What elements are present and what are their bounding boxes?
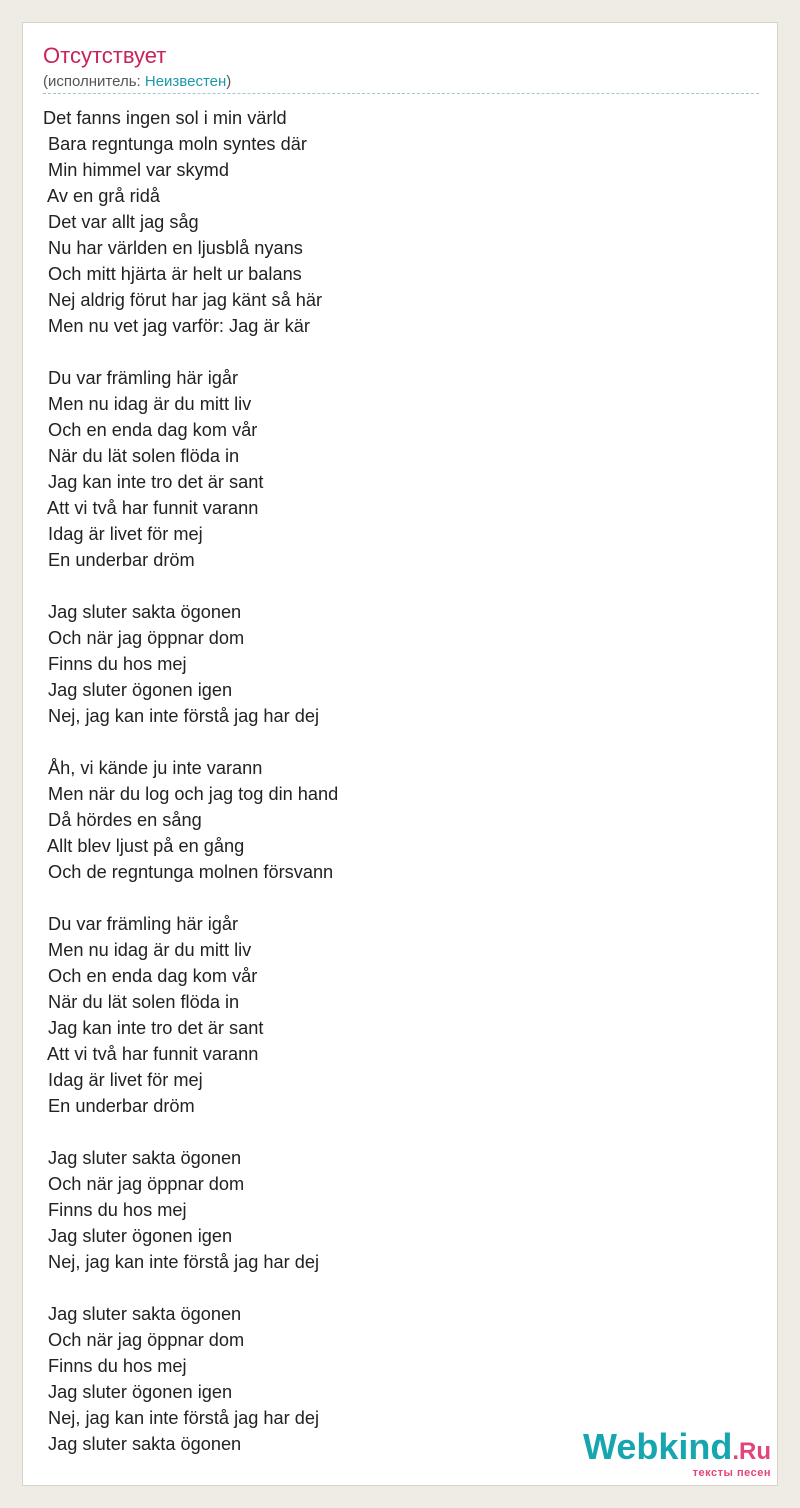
lyric-line: Det fanns ingen sol i min värld (43, 108, 287, 128)
title-divider (43, 93, 759, 94)
lyric-line: Men när du log och jag tog din hand (43, 784, 339, 804)
lyric-line: Och när jag öppnar dom (43, 1330, 245, 1350)
lyric-line: Jag sluter sakta ögonen (43, 1304, 242, 1324)
lyric-line: Jag sluter sakta ögonen (43, 1434, 242, 1454)
stanza-gap (43, 339, 759, 365)
lyric-line: Jag sluter ögonen igen (43, 1382, 233, 1402)
stanza-gap (43, 885, 759, 911)
lyrics-text (43, 105, 759, 1457)
lyric-line: Min himmel var skymd (43, 160, 229, 180)
lyric-line: Av en grå ridå (43, 186, 160, 206)
lyric-line: Jag kan inte tro det är sant (43, 472, 264, 492)
lyric-line: Idag är livet för mej (43, 1070, 203, 1090)
logo-brand: Webkind (582, 1426, 733, 1467)
lyric-line: Du var främling här igår (43, 914, 239, 934)
lyric-line: Jag kan inte tro det är sant (43, 1018, 264, 1038)
lyric-line: Då hördes en sång (43, 810, 202, 830)
logo-tld: .Ru (732, 1438, 771, 1465)
artist-line (43, 73, 231, 90)
lyric-line: Nej, jag kan inte förstå jag har dej (43, 706, 320, 726)
lyric-line: En underbar dröm (43, 1096, 195, 1116)
lyric-line: Nu har världen en ljusblå nyans (43, 238, 303, 258)
artist-link[interactable]: Неизвестен (144, 73, 227, 90)
stanza-gap (43, 729, 759, 755)
lyric-line: Åh, vi kände ju inte varann (43, 758, 263, 778)
lyrics-card (22, 22, 778, 1486)
lyric-line: Men nu idag är du mitt liv (43, 940, 252, 960)
lyric-line: Jag sluter ögonen igen (43, 1226, 233, 1246)
artist-prefix: (исполнитель: (43, 73, 145, 90)
lyric-line: Finns du hos mej (43, 654, 187, 674)
artist-suffix: ) (226, 73, 232, 90)
lyric-line: När du lät solen flöda in (43, 992, 240, 1012)
lyric-line: Och när jag öppnar dom (43, 1174, 245, 1194)
lyric-line: Du var främling här igår (43, 368, 239, 388)
logo-tagline: тексты песен (692, 1467, 771, 1479)
lyric-line: Och en enda dag kom vår (43, 420, 258, 440)
lyric-line: När du lät solen flöda in (43, 446, 240, 466)
lyric-line: Det var allt jag såg (43, 212, 199, 232)
webkind-logo[interactable] (583, 1428, 771, 1479)
lyric-line: Finns du hos mej (43, 1356, 187, 1376)
lyric-line: Och mitt hjärta är helt ur balans (43, 264, 302, 284)
lyric-line: Allt blev ljust på en gång (43, 836, 245, 856)
stanza-gap (43, 1275, 759, 1301)
lyric-line: Jag sluter ögonen igen (43, 680, 233, 700)
lyric-line: Och en enda dag kom vår (43, 966, 258, 986)
lyric-line: Nej, jag kan inte förstå jag har dej (43, 1252, 320, 1272)
stanza-gap (43, 573, 759, 599)
stanza-gap (43, 1119, 759, 1145)
lyric-line: Och de regntunga molnen försvann (43, 862, 334, 882)
lyric-line: Jag sluter sakta ögonen (43, 602, 242, 622)
lyric-line: Men nu idag är du mitt liv (43, 394, 252, 414)
lyric-line: Idag är livet för mej (43, 524, 203, 544)
lyric-line: Finns du hos mej (43, 1200, 187, 1220)
lyric-line: Nej, jag kan inte förstå jag har dej (43, 1408, 320, 1428)
song-title: Отсутствует (43, 43, 167, 68)
lyric-line: Men nu vet jag varför: Jag är kär (43, 316, 310, 336)
lyric-line: Att vi två har funnit varann (43, 1044, 259, 1064)
lyric-line: Och när jag öppnar dom (43, 628, 245, 648)
lyric-line: Jag sluter sakta ögonen (43, 1148, 242, 1168)
lyric-line: En underbar dröm (43, 550, 195, 570)
lyric-line: Att vi två har funnit varann (43, 498, 259, 518)
lyric-line: Bara regntunga moln syntes där (43, 134, 307, 154)
lyric-line: Nej aldrig förut har jag känt så här (43, 290, 323, 310)
